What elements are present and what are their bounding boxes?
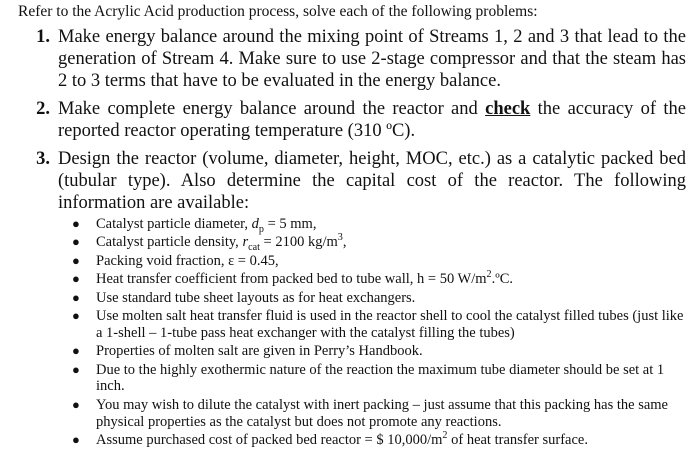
bullet-text: Catalyst particle diameter, $d_p = 5$ mm, xyxy=(96,216,317,235)
problem-3 xyxy=(14,148,686,214)
problem-text-start: Make complete energy balance around the reactor and xyxy=(58,99,486,119)
bullet-icon: ● xyxy=(72,234,80,250)
bullet-item xyxy=(72,253,686,270)
intro-text: Refer to the Acrylic Acid production process, solve each of the following problems: xyxy=(18,3,538,20)
bullet-item xyxy=(72,432,686,449)
bullet-text: Use molten salt heat transfer fluid is used in the reactor shell to cool the catalyst filled tubes (just like a 1-shell – 1-tube pass heat exchanger with the catalyst filling the tubes) xyxy=(96,307,684,341)
bullet-icon: ● xyxy=(72,216,80,231)
problem-number: 2. xyxy=(36,99,50,119)
bullet-icon: ● xyxy=(72,396,80,412)
bullet-icon: ● xyxy=(72,431,80,447)
bullet-item xyxy=(72,290,686,307)
bullet-text: Catalyst particle density, $r_{cat} = 2100$ $kg/m^3$, xyxy=(96,232,347,254)
bullet-item xyxy=(72,362,686,396)
bullet-item xyxy=(72,271,686,288)
bullet-item xyxy=(72,308,686,342)
bullet-icon: ● xyxy=(72,343,80,359)
bullet-item xyxy=(72,232,686,254)
problem-number: 1. xyxy=(36,27,50,47)
bullet-text: Properties of molten salt are given in Perry’s Handbook. xyxy=(96,343,423,360)
problem-list xyxy=(14,26,686,214)
problem-text: Design the reactor (volume, diameter, height, MOC, etc.) as a catalytic packed bed (tubular type). Also determine the capital cost of the reactor. The following information are available: xyxy=(58,149,686,213)
problem-1 xyxy=(14,26,686,92)
bullet-text: Due to the highly exothermic nature of the reaction the maximum tube diameter should be set at 1 inch. xyxy=(96,361,665,395)
bullet-icon: ● xyxy=(72,271,80,287)
bullet-icon: ● xyxy=(72,361,80,377)
bullet-item xyxy=(72,343,686,360)
bullet-icon: ● xyxy=(72,252,80,268)
bullet-text: Assume purchased cost of packed bed reactor = $ $10,000/m^2$ of heat transfer surface. xyxy=(96,430,588,448)
check-emphasis: check xyxy=(485,99,531,119)
bullet-icon: ● xyxy=(72,307,80,323)
bullet-icon: ● xyxy=(72,289,80,305)
bullet-item xyxy=(72,397,686,431)
bullet-text: You may wish to dilute the catalyst with inert packing – just assume that this packing has the same physical properties as the catalyst but does not promote any reactions. xyxy=(96,396,668,430)
info-bullet-list xyxy=(72,216,686,449)
problem-text-end: the accuracy of the reported reactor operating temperature (310 ºC). xyxy=(58,99,686,141)
problem-number: 3. xyxy=(36,149,50,169)
problem-2 xyxy=(14,98,686,142)
bullet-text: Use standard tube sheet layouts as for heat exchangers. xyxy=(96,289,416,306)
problem-text xyxy=(58,98,686,142)
problem-text: Make energy balance around the mixing point of Streams 1, 2 and 3 that lead to the generation of Stream 4. Make sure to use 2-stage compressor and that the steam has 2 to 3 terms that have to be evaluated in the energy balance. xyxy=(58,27,686,91)
bullet-text: Heat transfer coefficient from packed bed to tube wall, h = 50 $W/m^2.ºC$. xyxy=(96,269,514,288)
bullet-item xyxy=(72,216,686,233)
bullet-text: Packing void fraction, ε = 0.45, xyxy=(96,252,279,269)
